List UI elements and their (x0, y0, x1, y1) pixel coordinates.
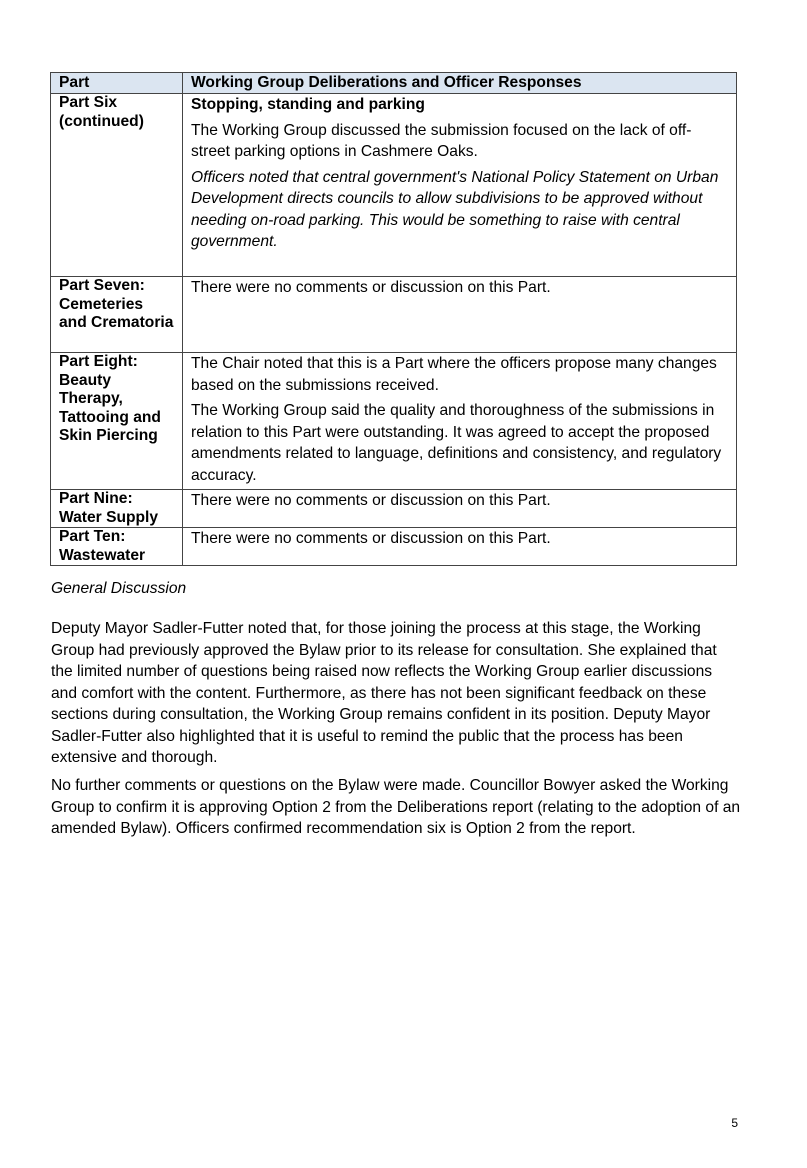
deliberations-table (50, 72, 737, 566)
response-paragraph: Officers noted that central government's National Policy Statement on Urban Development directs councils to allow subdivisions to be approved without needing on-road parking. This would be something to raise with central government. (191, 168, 719, 250)
table-row (51, 94, 737, 277)
table-row (51, 353, 737, 490)
response-paragraph: There were no comments or discussion on this Part. (191, 530, 551, 547)
response-paragraph: There were no comments or discussion on this Part. (191, 492, 551, 509)
part-cell: Part Seven: Cemeteries and Crematoria (51, 277, 183, 353)
general-discussion-heading: General Discussion (51, 580, 187, 597)
general-discussion-paragraph: Deputy Mayor Sadler-Futter noted that, for those joining the process at this stage, the Working Group had previously approved the Bylaw prior to its release for consultation. She explained that the limited number of questions being raised now reflects the Working Group earlier discussions and comfort with the content. Furthermore, as there has not been significant feedback on these sections during consultation, the Working Group remains confident in its position. Deputy Mayor Sadler-Futter also highlighted that it is useful to remind the public that the process has been extensive and thorough. (51, 620, 717, 766)
general-discussion-paragraph: No further comments or questions on the Bylaw were made. Councillor Bowyer asked the Working Group to confirm it is approving Option 2 from the Deliberations report (relating to the adoption of an amended Bylaw). Officers confirmed recommendation six is Option 2 from the report. (51, 777, 741, 837)
page-number: 5 (731, 1116, 738, 1130)
part-cell: Part Eight: Beauty Therapy, Tattooing and Skin Piercing (51, 353, 183, 490)
response-paragraph: The Chair noted that this is a Part where the officers propose many changes based on the submissions received. (191, 355, 717, 394)
part-cell: Part Ten: Wastewater (51, 528, 183, 566)
response-cell (183, 94, 737, 277)
part-cell: Part Nine: Water Supply (51, 490, 183, 528)
table-header-row (51, 73, 737, 94)
table-row (51, 528, 737, 566)
response-paragraph: The Working Group said the quality and thoroughness of the submissions in relation to this Part were outstanding. It was agreed to accept the proposed amendments related to language, definitions and consistency, and regulatory accuracy. (191, 402, 722, 484)
response-heading: Stopping, standing and parking (191, 96, 425, 113)
response-cell (183, 277, 737, 353)
column-header-part: Part (51, 73, 183, 94)
response-cell (183, 490, 737, 528)
table-row (51, 277, 737, 353)
part-cell: Part Six (continued) (51, 94, 183, 277)
table-row (51, 490, 737, 528)
response-paragraph: There were no comments or discussion on this Part. (191, 279, 551, 296)
column-header-deliberations: Working Group Deliberations and Officer Responses (183, 73, 737, 94)
response-paragraph: The Working Group discussed the submission focused on the lack of off-street parking options in Cashmere Oaks. (191, 121, 692, 160)
response-cell (183, 353, 737, 490)
response-cell (183, 528, 737, 566)
